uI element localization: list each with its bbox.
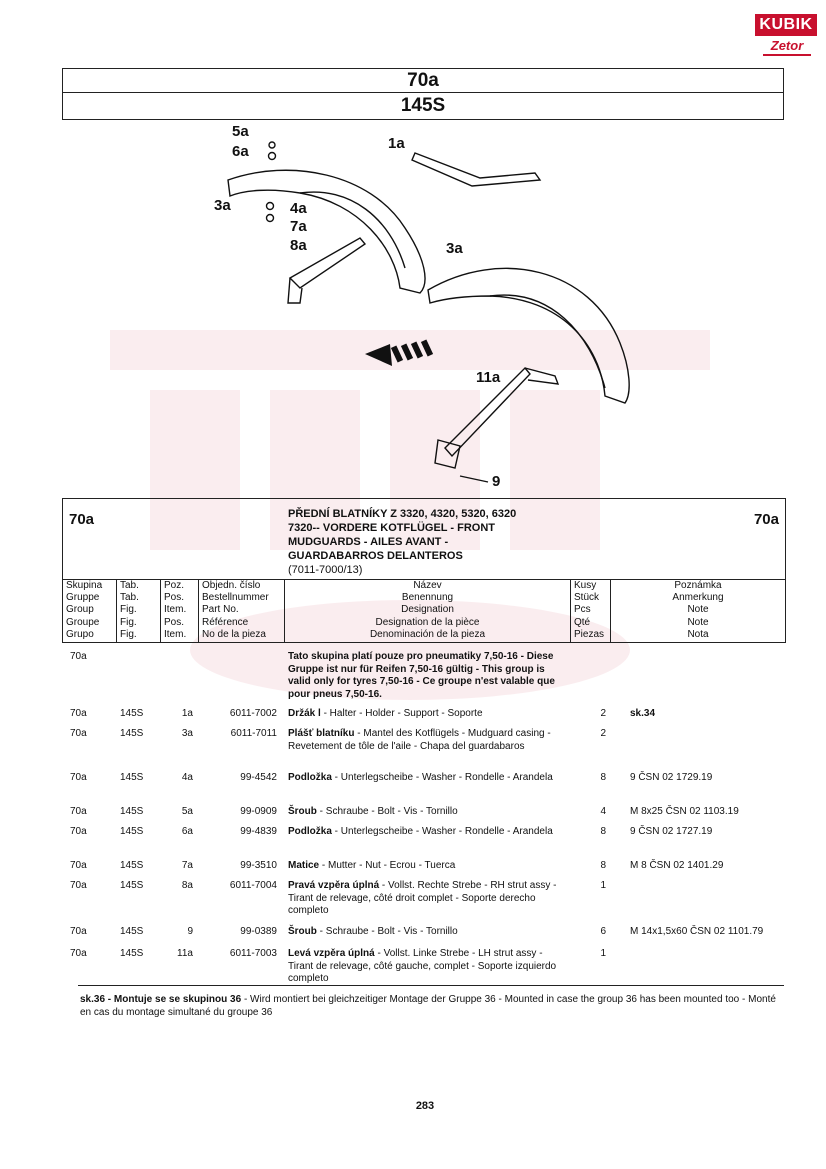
row-part-no: 99-3510 <box>240 860 277 871</box>
row-fig: 145S <box>120 806 144 817</box>
title-line: 7320-- VORDERE KOTFLÜGEL - FRONT <box>288 522 495 534</box>
row-group: 70a <box>70 948 87 959</box>
col-tab: Tab. Tab. Fig. Fig. Fig. <box>117 580 161 642</box>
table-title <box>288 507 618 577</box>
row-item: 4a <box>181 772 193 783</box>
row-note: 9 ČSN 02 1729.19 <box>630 772 713 783</box>
col-objedn: Objedn. číslo Bestellnummer Part No. Référence No de la pieza <box>199 580 285 642</box>
row-qty: 2 <box>600 708 606 719</box>
exploded-parts-drawing <box>150 118 670 498</box>
callout-3a-left: 3a <box>214 197 231 214</box>
footnote-divider <box>78 985 784 986</box>
callout-9: 9 <box>492 473 501 490</box>
row-group: 70a <box>70 826 87 837</box>
row-item: 5a <box>181 806 193 817</box>
row-item: 7a <box>181 860 193 871</box>
col-poz: Poz. Pos. Item. Pos. Item. <box>161 580 199 642</box>
row-fig: 145S <box>120 708 144 719</box>
row-note: sk.34 <box>630 708 656 719</box>
callout-7a: 7a <box>290 218 307 235</box>
callout-5a: 5a <box>232 123 249 140</box>
row-qty: 8 <box>600 772 606 783</box>
row-group: 70a <box>70 708 87 719</box>
bracket-1a-shape <box>412 153 540 186</box>
row-description: Držák l - Halter - Holder - Support - Soporte <box>288 708 483 719</box>
col-kusy: Kusy Stück Pcs Qté Piezas <box>571 580 611 642</box>
row-part-no: 6011-7004 <box>229 880 277 891</box>
row-item: 8a <box>181 880 193 891</box>
row-part-no: 99-0389 <box>240 926 277 937</box>
row-group: 70a <box>70 772 87 783</box>
row-description: Podložka - Unterlegscheibe - Washer - Rondelle - Arandela <box>288 826 553 837</box>
page-header-box <box>62 68 784 120</box>
row-part-no: 99-0909 <box>240 806 277 817</box>
row-part-no: 6011-7011 <box>230 728 277 739</box>
row-fig: 145S <box>120 826 144 837</box>
row-description: Podložka - Unterlegscheibe - Washer - Rondelle - Arandela <box>288 772 553 783</box>
right-mudguard-shape <box>428 268 629 403</box>
table-code-left: 70a <box>69 511 95 528</box>
row-qty: 1 <box>600 880 606 891</box>
col-nazev: Název Benennung Designation Designation de la pièce Denominación de la pieza <box>285 580 571 642</box>
model-code: 145S <box>400 95 446 116</box>
row-group: 70a <box>70 728 87 739</box>
footnote: sk.36 - Montuje se se skupinou 36 - Wird montiert bei gleichzeitiger Montage der Gruppe 36 - Mounted in case the group 36 has been mounted too - Monté en cas du montage simultané du groupe 36 <box>80 994 776 1018</box>
table-code-right: 70a <box>753 511 779 528</box>
row-group: 70a <box>70 806 87 817</box>
row-part-no: 99-4542 <box>240 772 277 783</box>
row-group: 70a <box>70 880 87 891</box>
row-item: 11a <box>177 948 193 959</box>
callout-4a: 4a <box>290 200 307 217</box>
row-qty: 1 <box>600 948 606 959</box>
row-description: Plášť blatníku - Mantel des Kotflügels - Mudguard casing - Revetement de tôle de l'aile - Chapa del guardabaros <box>288 728 551 752</box>
row-fig: 145S <box>120 860 144 871</box>
row-note: M 8 ČSN 02 1401.29 <box>630 860 724 871</box>
column-headers <box>63 579 785 642</box>
callout-1a: 1a <box>388 135 405 152</box>
row-description: Matice - Mutter - Nut - Ecrou - Tuerca <box>288 860 456 871</box>
row-qty: 6 <box>600 926 606 937</box>
row-group: 70a <box>70 860 87 871</box>
col-skupina: Skupina Gruppe Group Groupe Grupo <box>63 580 117 642</box>
col-poznamka: Poznámka Anmerkung Note Note Nota <box>672 580 724 640</box>
title-line: PŘEDNÍ BLATNÍKY Z 3320, 4320, 5320, 6320 <box>288 508 517 520</box>
title-line: MUDGUARDS - AILES AVANT - <box>288 536 449 548</box>
row-item: 1a <box>181 708 193 719</box>
row-note: M 8x25 ČSN 02 1103.19 <box>630 806 739 817</box>
callout-8a: 8a <box>290 237 307 254</box>
row-qty: 4 <box>600 806 606 817</box>
parts-table-header <box>62 498 786 643</box>
row-fig: 145S <box>120 880 144 891</box>
group-code: 70a <box>63 69 783 93</box>
row-group: 70a <box>70 926 87 937</box>
row-fig: 145S <box>120 772 144 783</box>
row-item: 6a <box>181 826 193 837</box>
callout-3a-right: 3a <box>446 240 463 257</box>
row-part-no: 6011-7002 <box>229 708 277 719</box>
row-fig: 145S <box>120 926 144 937</box>
row-description: Šroub - Schraube - Bolt - Vis - Tornillo <box>288 926 458 937</box>
row-description: Šroub - Schraube - Bolt - Vis - Tornillo <box>288 806 458 817</box>
row-description: Levá vzpěra úplná - Vollst. Linke Strebe - LH strut assy - Tirant de relevage, côté gauche, complet - Soporte izquierdo completo <box>288 948 557 984</box>
callout-11a: 11a <box>476 369 501 386</box>
row-qty: 8 <box>600 860 606 871</box>
row-part-no: 99-4839 <box>240 826 277 837</box>
row-item: 3a <box>181 728 193 739</box>
row-group: 70a <box>70 651 87 662</box>
row-qty: 2 <box>600 728 606 739</box>
row-description: Tato skupina platí pouze pro pneumatiky 7,50-16 - Diese Gruppe ist nur für Reifen 7,50-16 gültig - This group is valid only for tyres 7,50-16 - Ce groupe n'est valable que pour pneus 7,50-16. <box>288 651 555 700</box>
row-qty: 8 <box>600 826 606 837</box>
left-mudguard-shape <box>228 170 425 293</box>
row-description: Pravá vzpěra úplná - Vollst. Rechte Strebe - RH strut assy - Tirant de relevage, côté droit complet - Soporte derecho completo <box>288 880 557 916</box>
title-line: GUARDABARROS DELANTEROS <box>288 550 463 562</box>
row-part-no: 6011-7003 <box>229 948 277 959</box>
logo-kubik-text: KUBIK <box>755 14 817 36</box>
direction-arrow-icon <box>365 339 433 366</box>
row-fig: 145S <box>120 728 144 739</box>
row-note: 9 ČSN 02 1727.19 <box>630 826 713 837</box>
page-number: 283 <box>415 1100 435 1112</box>
row-fig: 145S <box>120 948 144 959</box>
row-item: 9 <box>187 926 193 937</box>
row-note: M 14x1,5x60 ČSN 02 1101.79 <box>630 926 764 937</box>
title-subtitle: (7011-7000/13) <box>288 564 363 576</box>
logo-zetor-text: Zetor <box>763 38 811 56</box>
kubik-zetor-logo <box>755 14 817 60</box>
callout-6a: 6a <box>232 143 249 160</box>
